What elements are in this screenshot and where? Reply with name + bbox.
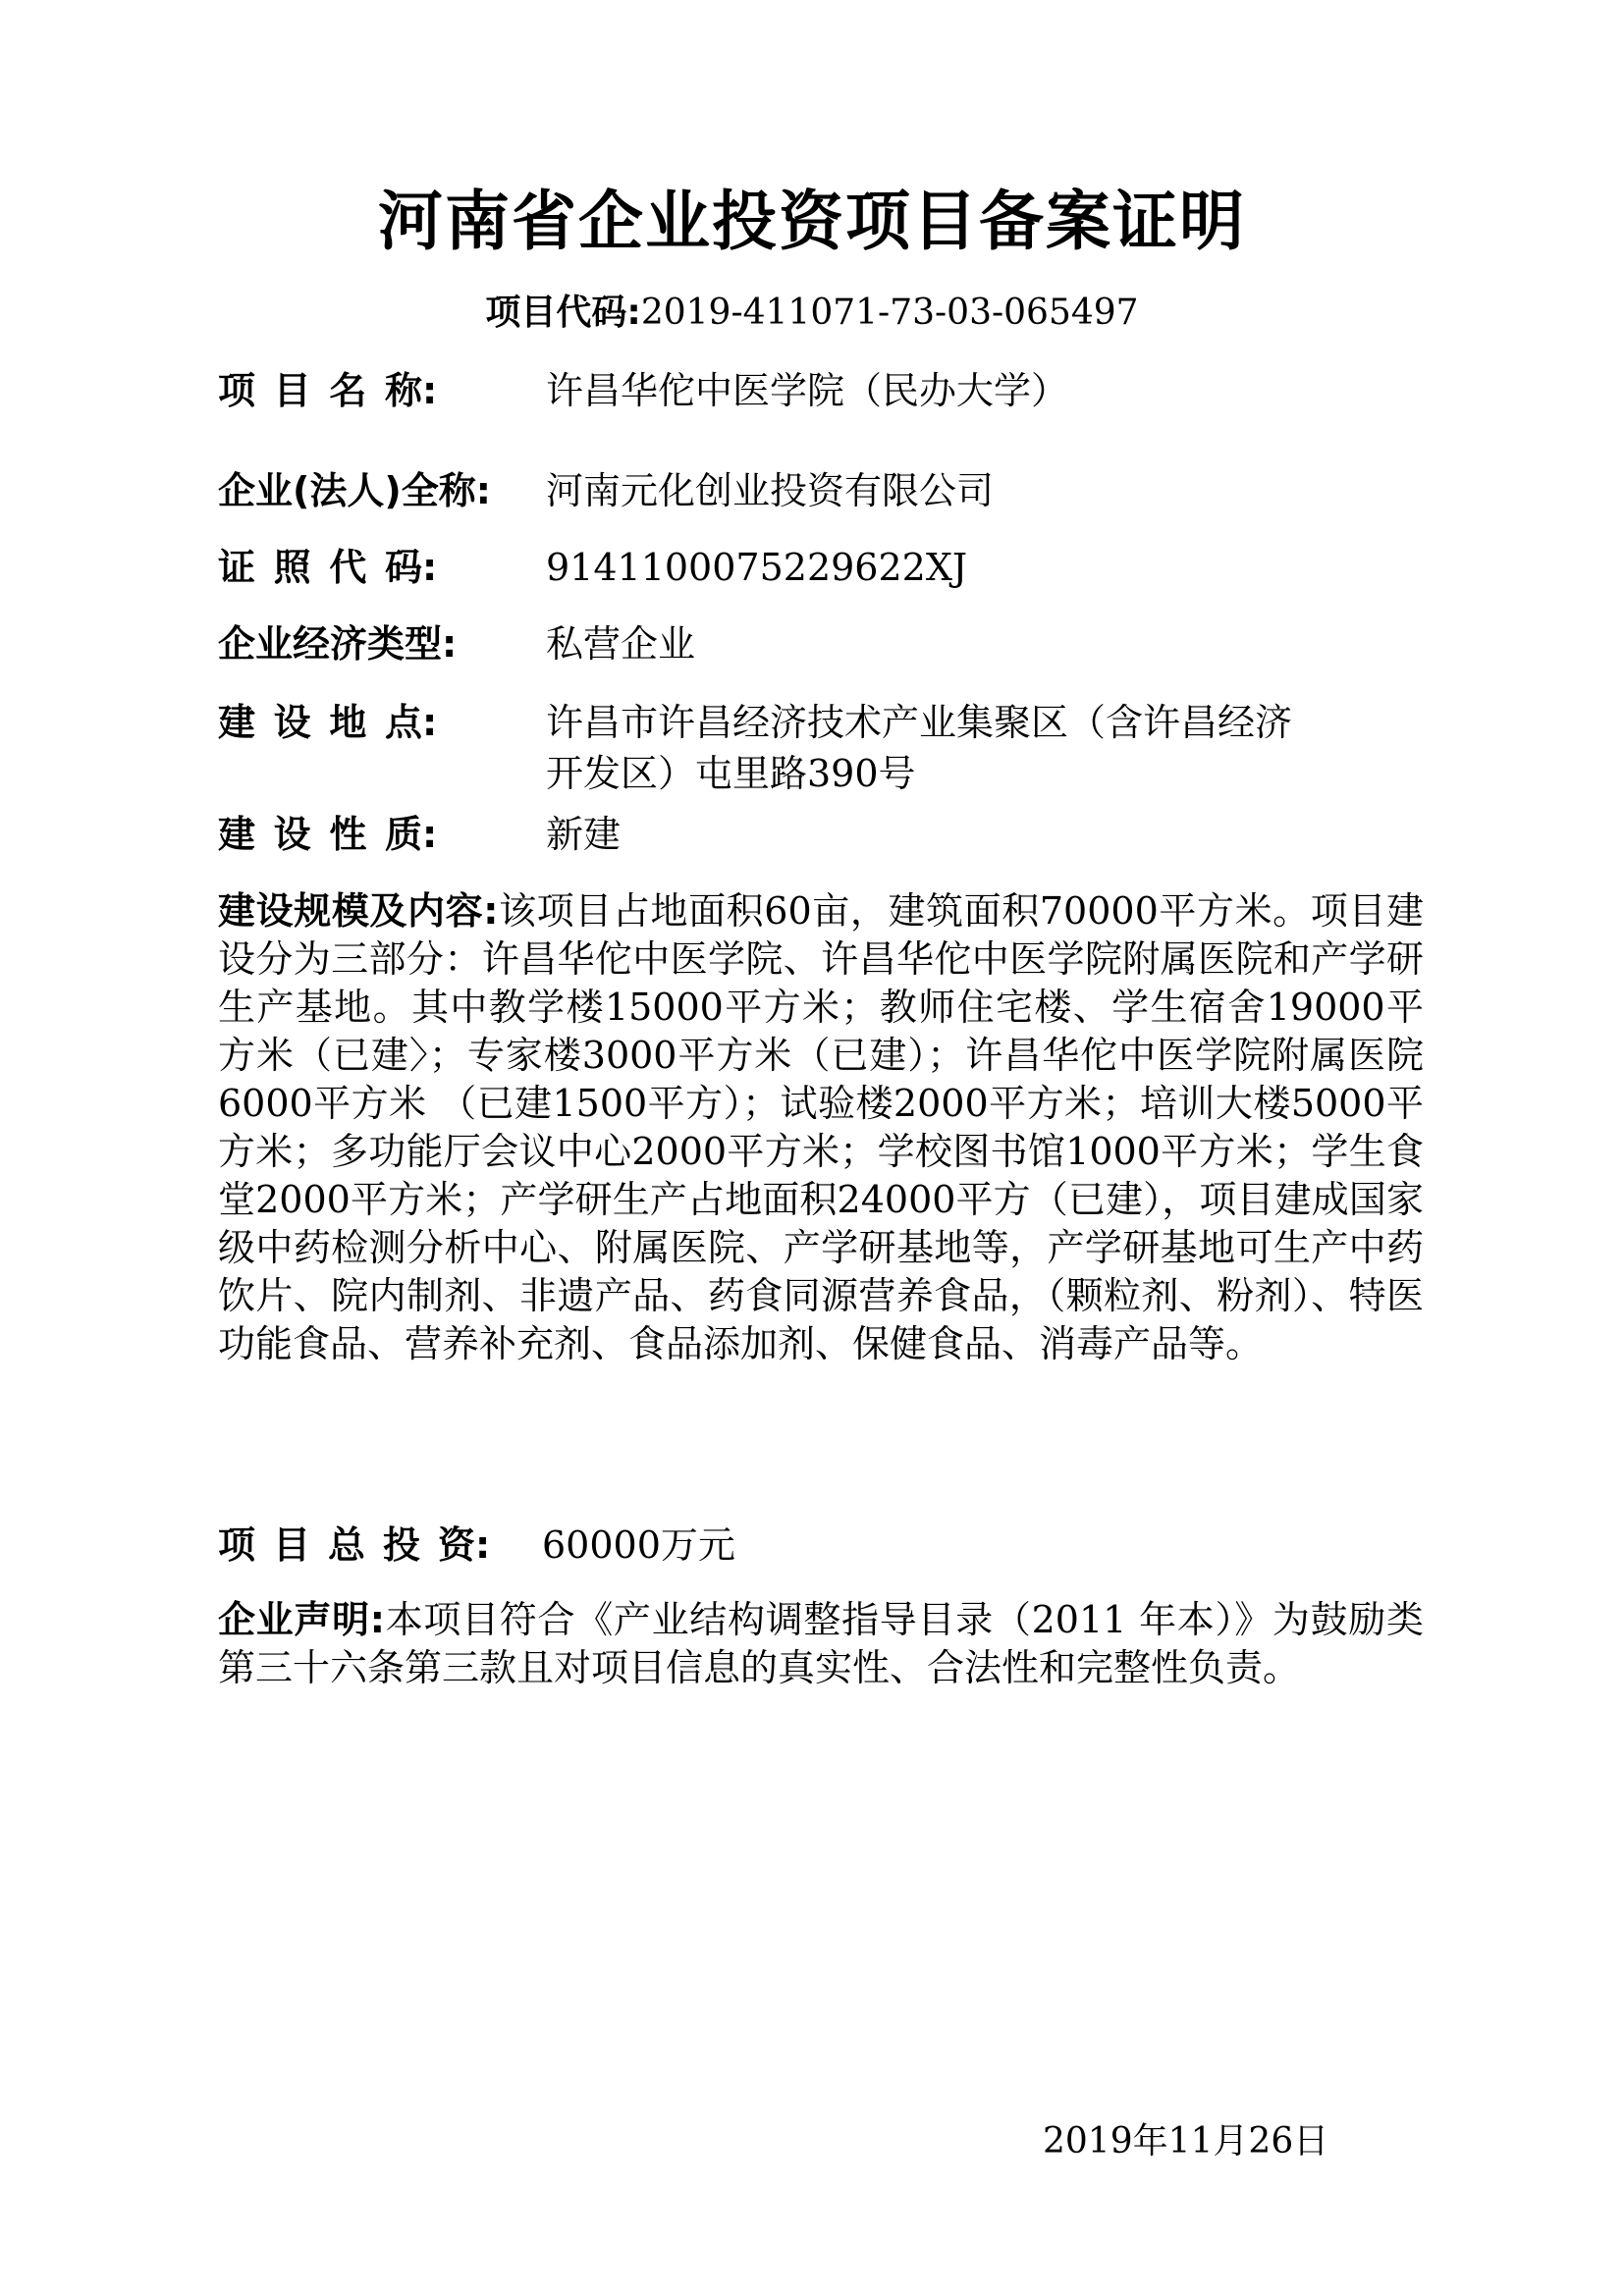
economic-type-label: 企业经济类型: [218, 622, 458, 666]
project-code-line [0, 285, 1624, 335]
investment-value: 60000万元 [542, 1523, 735, 1567]
scale-content-text: 该项目占地面积60亩，建筑面积70000平方米。项目建设分为三部分：许昌华佗中医学院、许昌华佗中医学院附属医院和产学研生产基地。其中教学楼15000平方米；教师住宅楼、学生宿舍19000平方米（已建〉；专家楼3000平方米（已建）；许昌华佗中医学院附属医院6000平方米 （已建1500平方）；试验楼2000平方米；培训大楼5000平方米；多功能厅会议中心2000平方米；学校图书馆1000平方米；学生食堂2000平方米；产学研生产占地面积24000平方（已建），项目建成国家级中药检测分析中心、附属医院、产学研基地等，产学研基地可生产中药饮片、院内制剂、非遗产品、药食同源营养食品，（颗粒剂、粉剂）、特医功能食品、营养补充剂、食品添加剂、保健食品、消毒产品等。 [218, 889, 1424, 1365]
nature-value: 新建 [546, 813, 622, 856]
location-value-line1: 许昌市许昌经济技术产业集聚区（含许昌经济 [546, 701, 1293, 744]
project-code-value: 2019-411071-73-03-065497 [640, 293, 1139, 333]
license-code-value: 9141100075229622XJ [546, 546, 968, 589]
economic-type-value: 私营企业 [546, 622, 696, 666]
statement-text: 本项目符合《产业结构调整指导目录（2011 年本）》为鼓励类第三十六条第三款且对项目信息的真实性、合法性和完整性负责。 [218, 1598, 1424, 1689]
scale-content-label: 建设规模及内容: [218, 889, 499, 933]
nature-label: 建 设 性 质 : [218, 813, 438, 856]
location-label: 建 设 地 点 : [218, 701, 438, 744]
project-name-label: 项 目 名 称 : [218, 369, 438, 412]
company-name-label: 企业(法人)全称: [218, 469, 491, 512]
document-title: 河南省企业投资项目备案证明 [378, 184, 1246, 259]
company-name-value: 河南元化创业投资有限公司 [546, 469, 995, 512]
investment-label: 项 目 总 投 资 : [218, 1523, 491, 1567]
project-code-label: 项目代码: [485, 293, 641, 333]
document-date: 2019年11月26日 [1043, 2121, 1329, 2162]
scale-content-paragraph [218, 887, 1424, 1368]
license-code-label: 证 照 代 码 : [218, 546, 438, 589]
location-value [546, 697, 1528, 799]
project-name-value: 许昌华佗中医学院（民办大学） [546, 369, 1069, 412]
statement-label: 企业声明: [218, 1598, 385, 1641]
statement-paragraph [218, 1596, 1424, 1692]
location-value-line2: 开发区）屯里路390号 [546, 752, 916, 795]
